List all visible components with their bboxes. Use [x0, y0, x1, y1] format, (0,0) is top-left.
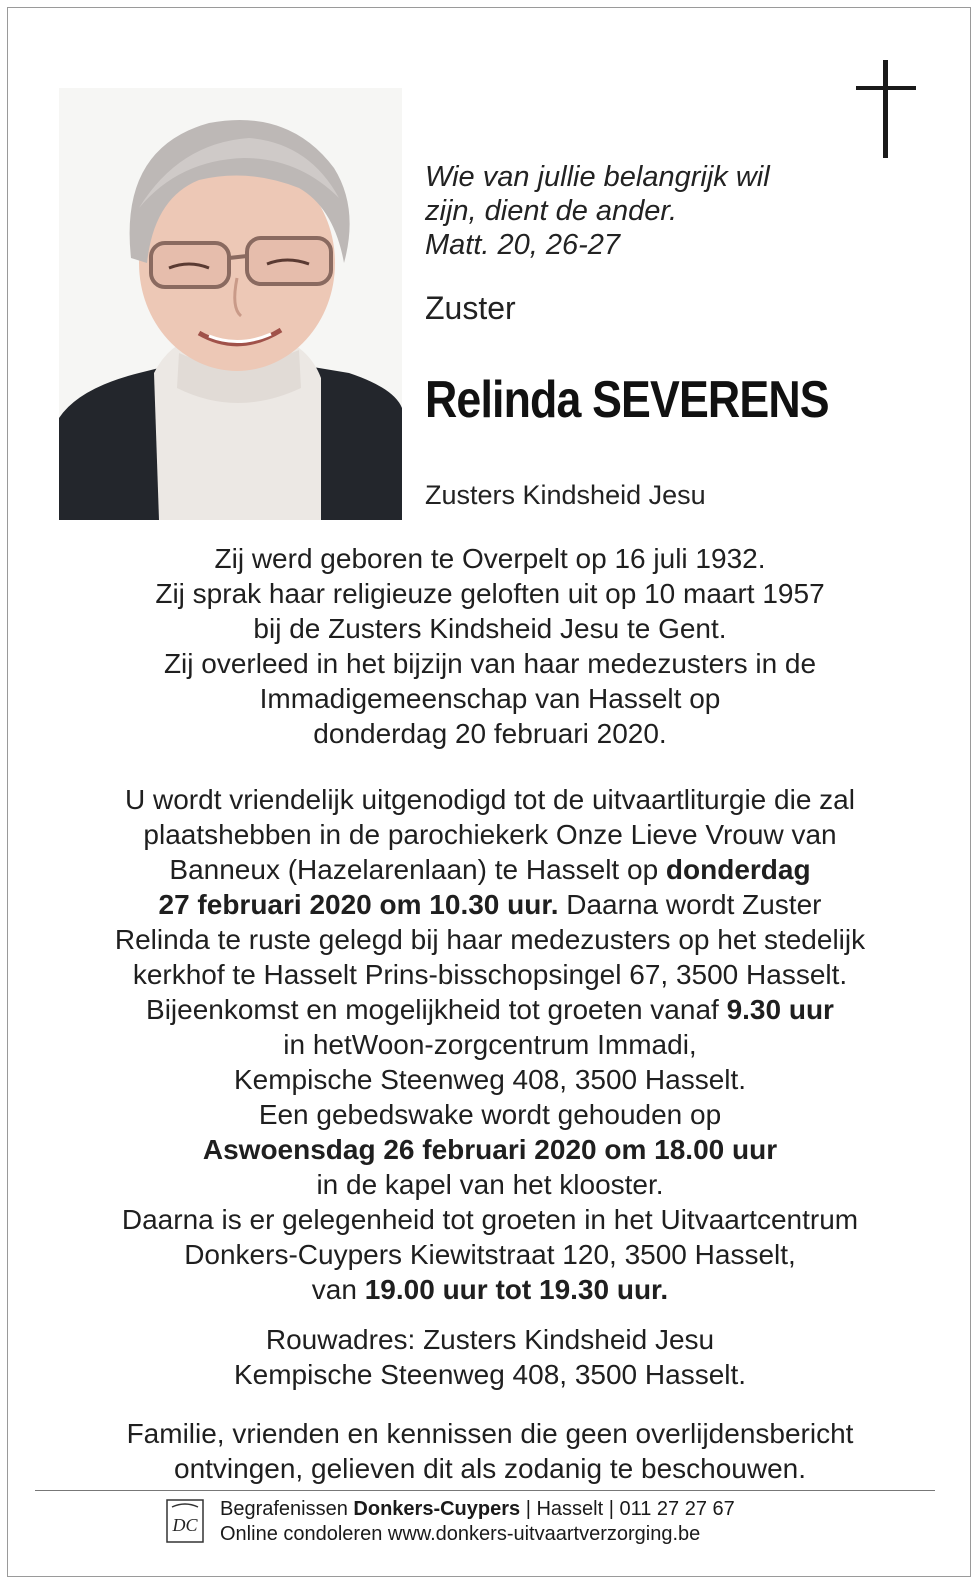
- visitation-time: 19.00 uur tot 19.30 uur.: [364, 1274, 669, 1305]
- bio-line: bij de Zusters Kindsheid Jesu te Gent.: [253, 613, 727, 644]
- ceremony-line: [40, 1272, 940, 1307]
- ceremony-details: [40, 782, 940, 1307]
- footer-line-1: [220, 1497, 735, 1522]
- ceremony-text: Bijeenkomst en mogelijkheid tot groeten vanaf: [146, 994, 727, 1025]
- ceremony-text: Daarna wordt Zuster: [558, 889, 822, 920]
- ceremony-line: [40, 992, 940, 1027]
- notice: [40, 1416, 940, 1486]
- portrait-photo: [59, 88, 402, 520]
- gathering-time: 9.30 uur: [726, 994, 834, 1025]
- company-city: Hasselt: [536, 1498, 604, 1520]
- bio-line: Zij werd geboren te Overpelt op 16 juli 1932.: [214, 543, 766, 574]
- quote-line: Wie van jullie belangrijk wil: [425, 161, 770, 193]
- ceremony-text: van: [311, 1274, 365, 1305]
- ceremony-line: Kempische Steenweg 408, 3500 Hasselt.: [233, 1064, 747, 1095]
- ceremony-line: kerkhof te Hasselt Prins-bisschopsingel 67, 3500 Hasselt.: [132, 959, 848, 990]
- mourning-address: [40, 1322, 940, 1392]
- ceremony-line: [40, 852, 940, 887]
- religious-order: Zusters Kindsheid Jesu: [425, 480, 706, 510]
- bio-line: donderdag 20 februari 2020.: [313, 718, 667, 749]
- ceremony-line: in de kapel van het klooster.: [316, 1169, 664, 1200]
- ceremony-text: Banneux (Hazelarenlaan) te Hasselt op: [169, 854, 666, 885]
- separator: |: [603, 1498, 620, 1520]
- logo-monogram: DC: [172, 1515, 198, 1535]
- ceremony-line: Relinda te ruste gelegd bij haar medezusters op het stedelijk: [114, 924, 866, 955]
- footer-prefix: Begrafenissen: [220, 1498, 354, 1520]
- deceased-name: Relinda SEVERENS: [425, 371, 829, 429]
- ceremony-line: Een gebedswake wordt gehouden op: [258, 1099, 722, 1130]
- vigil-datetime: Aswoensdag 26 februari 2020 om 18.00 uur: [202, 1134, 778, 1165]
- notice-line: ontvingen, gelieven dit als zodanig te beschouwen.: [174, 1453, 806, 1484]
- footer-text: [220, 1497, 735, 1547]
- company-name: Donkers-Cuypers: [353, 1498, 521, 1520]
- ceremony-line: U wordt vriendelijk uitgenodigd tot de uitvaartliturgie die zal: [125, 784, 855, 815]
- ceremony-line: Donkers-Cuypers Kiewitstraat 120, 3500 Hasselt,: [184, 1239, 796, 1270]
- quote-reference: Matt. 20, 26-27: [425, 229, 621, 261]
- ceremony-line: Daarna is er gelegenheid tot groeten in het Uitvaartcentrum: [121, 1204, 859, 1235]
- deceased-title: Zuster: [425, 290, 516, 326]
- quote-line: zijn, dient de ander.: [425, 195, 678, 227]
- notice-line: Familie, vrienden en kennissen die geen overlijdensbericht: [126, 1418, 854, 1449]
- online-condolences: Online condoleren www.donkers-uitvaartverzorging.be: [220, 1523, 701, 1545]
- company-phone: 011 27 27 67: [619, 1498, 735, 1520]
- ceremony-line: in hetWoon-zorgcentrum Immadi,: [283, 1029, 697, 1060]
- address-line: Rouwadres: Zusters Kindsheid Jesu: [265, 1324, 715, 1355]
- biography: [40, 541, 940, 751]
- funeral-home-footer: [166, 1497, 806, 1549]
- ceremony-day: donderdag: [665, 854, 811, 885]
- bible-quote: [425, 160, 770, 262]
- separator: |: [520, 1498, 537, 1520]
- donkers-cuypers-logo: [166, 1499, 204, 1543]
- bio-line: Zij overleed in het bijzijn van haar medezusters in de: [163, 648, 817, 679]
- footer-divider: [35, 1490, 935, 1491]
- bio-line: Immadigemeenschap van Hasselt op: [259, 683, 721, 714]
- ceremony-line: plaatshebben in de parochiekerk Onze Lieve Vrouw van: [143, 819, 837, 850]
- ceremony-datetime: 27 februari 2020 om 10.30 uur.: [158, 889, 559, 920]
- ceremony-line: [40, 887, 940, 922]
- address-line: Kempische Steenweg 408, 3500 Hasselt.: [233, 1359, 747, 1390]
- cross-icon: [856, 60, 916, 160]
- bio-line: Zij sprak haar religieuze geloften uit op 10 maart 1957: [155, 578, 825, 609]
- portrait-illustration: [59, 88, 402, 520]
